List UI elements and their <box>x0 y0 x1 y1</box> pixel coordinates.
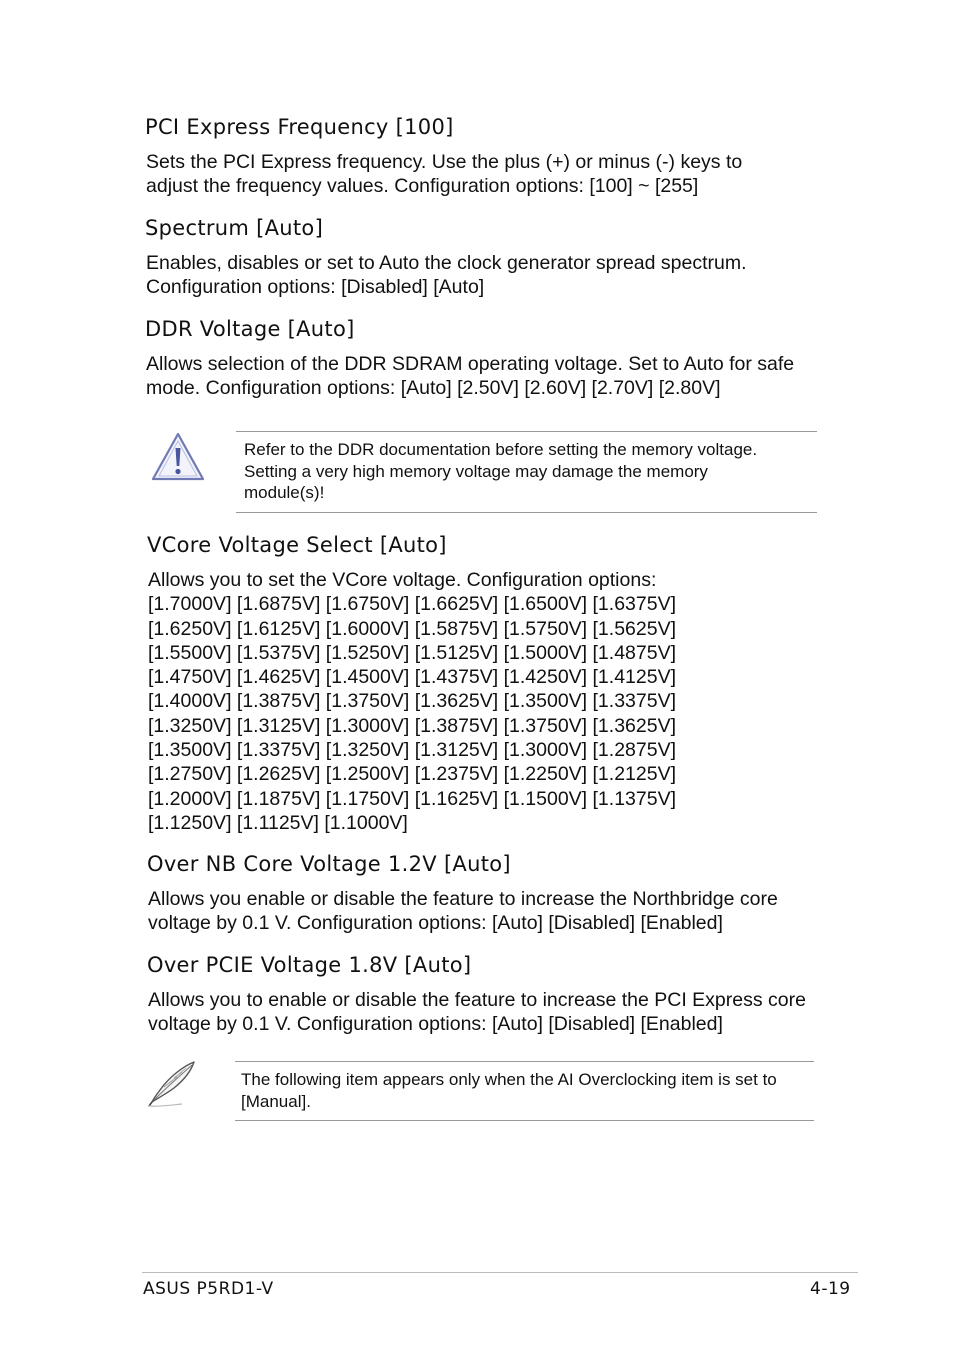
voltage-options-line: [1.2750V] [1.2625V] [1.2500V] [1.2375V] [1.2250V] [1.2125V] <box>148 763 676 786</box>
voltage-options-line: [1.5500V] [1.5375V] [1.5250V] [1.5125V] [1.5000V] [1.4875V] <box>148 641 676 664</box>
section-body-over-pcie-voltage <box>148 988 838 1037</box>
body-line: Enables, disables or set to Auto the clock generator spread spectrum. <box>146 252 747 274</box>
warning-triangle-icon <box>150 431 206 488</box>
voltage-options-line: [1.2000V] [1.1875V] [1.1750V] [1.1625V] [1.1500V] [1.1375V] <box>148 787 676 810</box>
body-line: Allows you enable or disable the feature to increase the Northbridge core <box>148 888 778 910</box>
body-line: voltage by 0.1 V. Configuration options: [Auto] [Disabled] [Enabled] <box>148 1013 723 1036</box>
note-divider-bottom <box>236 512 817 513</box>
body-line: adjust the frequency values. Configuration options: [100] ~ [255] <box>146 175 699 198</box>
footer-page-number: 4-19 <box>810 1279 851 1299</box>
body-line: Sets the PCI Express frequency. Use the plus (+) or minus (-) keys to <box>146 151 743 173</box>
note-divider-top <box>235 1061 814 1062</box>
body-line: Allows you to enable or disable the feature to increase the PCI Express core <box>148 989 806 1011</box>
section-body-pci-express-frequency <box>146 150 836 199</box>
note-divider-bottom <box>235 1120 814 1121</box>
voltage-options-line: [1.3250V] [1.3125V] [1.3000V] [1.3875V] [1.3750V] [1.3625V] <box>148 714 676 737</box>
quill-pen-icon <box>146 1060 200 1113</box>
caution-note-text <box>244 439 824 504</box>
note-divider-top <box>236 431 817 432</box>
note-line: The following item appears only when the AI Overclocking item is set to <box>241 1070 777 1089</box>
section-body-ddr-voltage <box>146 352 836 401</box>
body-line: mode. Configuration options: [Auto] [2.50V] [2.60V] [2.70V] [2.80V] <box>146 377 721 400</box>
section-heading-ddr-voltage: DDR Voltage [Auto] <box>145 317 355 341</box>
voltage-options-line: [1.6250V] [1.6125V] [1.6000V] [1.5875V] [1.5750V] [1.5625V] <box>148 617 676 640</box>
section-body-vcore-voltage-select <box>148 568 838 835</box>
voltage-options-line: [1.4750V] [1.4625V] [1.4500V] [1.4375V] [1.4250V] [1.4125V] <box>148 666 676 689</box>
body-line: voltage by 0.1 V. Configuration options: [Auto] [Disabled] [Enabled] <box>148 912 723 935</box>
body-line: Configuration options: [Disabled] [Auto] <box>146 276 485 299</box>
section-heading-pci-express-frequency: PCI Express Frequency [100] <box>145 115 454 139</box>
section-heading-vcore-voltage-select: VCore Voltage Select [Auto] <box>147 533 447 557</box>
footer-product-name: ASUS P5RD1-V <box>143 1279 274 1299</box>
section-heading-over-nb-core-voltage: Over NB Core Voltage 1.2V [Auto] <box>147 852 511 876</box>
voltage-options-line: [1.3500V] [1.3375V] [1.3250V] [1.3125V] [1.3000V] [1.2875V] <box>148 739 676 762</box>
body-line: Allows selection of the DDR SDRAM operating voltage. Set to Auto for safe <box>146 353 795 375</box>
section-body-spectrum <box>146 251 836 300</box>
section-heading-over-pcie-voltage: Over PCIE Voltage 1.8V [Auto] <box>147 953 472 977</box>
voltage-options-line: [1.4000V] [1.3875V] [1.3750V] [1.3625V] [1.3500V] [1.3375V] <box>148 690 676 713</box>
note-line: module(s)! <box>244 483 325 502</box>
section-heading-spectrum: Spectrum [Auto] <box>145 216 324 240</box>
footer-rule <box>142 1272 858 1273</box>
note-line: Setting a very high memory voltage may damage the memory <box>244 461 708 481</box>
voltage-options-line: [1.7000V] [1.6875V] [1.6750V] [1.6625V] [1.6500V] [1.6375V] <box>148 593 676 616</box>
note-line: Refer to the DDR documentation before setting the memory voltage. <box>244 440 758 459</box>
info-note-text <box>241 1069 821 1112</box>
body-line: Allows you to set the VCore voltage. Configuration options: <box>148 569 657 591</box>
section-body-over-nb-core-voltage <box>148 887 838 936</box>
voltage-options-line: [1.1250V] [1.1125V] [1.1000V] <box>148 811 408 834</box>
note-line: [Manual]. <box>241 1091 311 1111</box>
